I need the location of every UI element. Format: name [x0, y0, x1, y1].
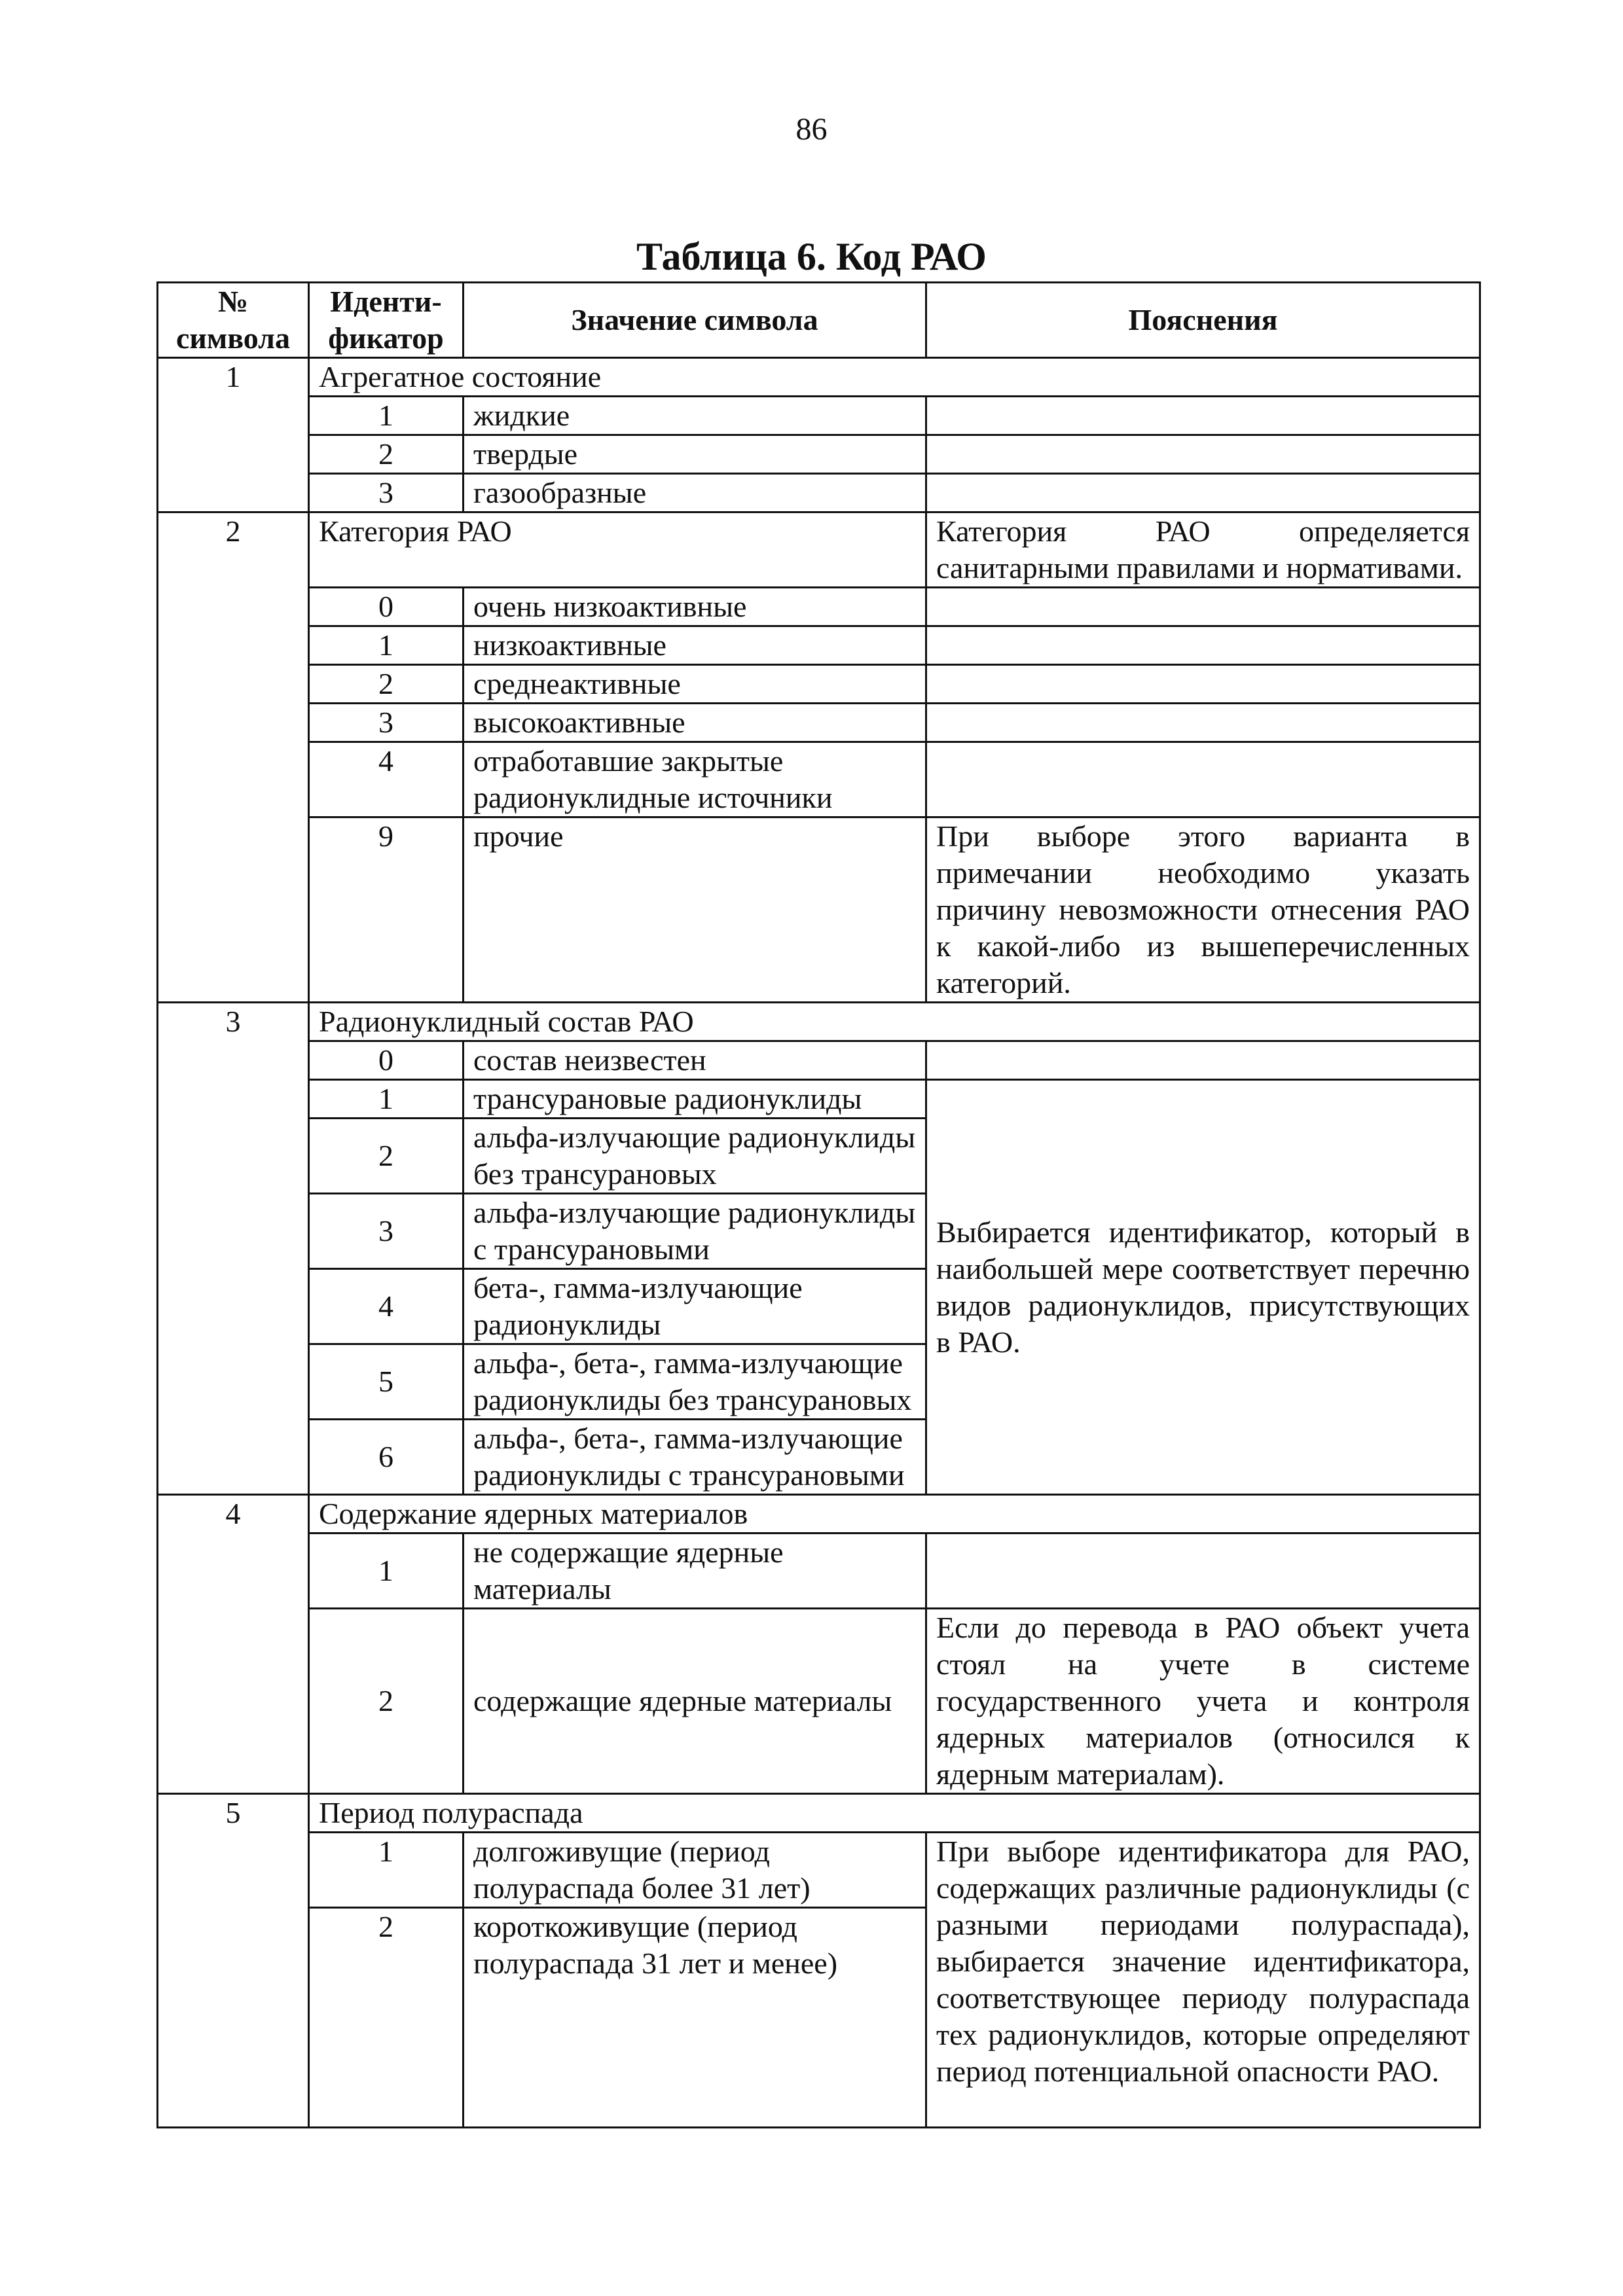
meaning-cell: отработавшие закрытые радионуклидные источники	[464, 742, 926, 817]
table-row	[158, 1534, 1480, 1609]
identifier-cell: 4	[309, 742, 464, 817]
symbol-number: 1	[158, 358, 309, 512]
header-identifier: Иденти-фикатор	[309, 283, 464, 358]
table-row	[158, 817, 1480, 1003]
page-number: 86	[795, 112, 828, 147]
note-cell	[926, 1041, 1480, 1080]
table-row	[158, 1080, 1480, 1119]
note-cell: Если до перевода в РАО объект учета стоял на учете в системе государственного учета и контроля ядерных материалов (относился к ядерным материалам).	[926, 1609, 1480, 1794]
header-notes: Пояснения	[926, 283, 1480, 358]
section-title: Категория РАО	[309, 512, 926, 588]
note-cell: Категория РАО определяется санитарными правилами и нормативами.	[926, 512, 1480, 588]
section-title: Содержание ядерных материалов	[309, 1495, 1480, 1534]
meaning-cell: низкоактивные	[464, 626, 926, 665]
identifier-cell: 3	[309, 1194, 464, 1269]
meaning-cell: трансурановые радионуклиды	[464, 1080, 926, 1119]
note-cell: При выборе этого варианта в примечании необходимо указать причину невозможности отнесения РАО к какой-либо из вышеперечисленных категорий.	[926, 817, 1480, 1003]
table-header-row	[158, 283, 1480, 358]
group-note-cell: Выбирается идентификатор, который в наибольшей мере соответствует перечню видов радионуклидов, присутствующих в РАО.	[926, 1080, 1480, 1495]
table-row	[158, 742, 1480, 817]
identifier-cell: 1	[309, 1534, 464, 1609]
identifier-cell: 5	[309, 1344, 464, 1420]
table-row	[158, 474, 1480, 512]
meaning-cell: жидкие	[464, 397, 926, 435]
identifier-cell: 2	[309, 1908, 464, 2128]
symbol-number: 3	[158, 1003, 309, 1495]
table-row	[158, 1003, 1480, 1041]
meaning-cell: не содержащие ядерные материалы	[464, 1534, 926, 1609]
table-row	[158, 704, 1480, 742]
note-cell	[926, 397, 1480, 435]
identifier-cell: 3	[309, 474, 464, 512]
table-row	[158, 1794, 1480, 1833]
note-cell	[926, 435, 1480, 474]
meaning-cell: твердые	[464, 435, 926, 474]
note-cell	[926, 665, 1480, 704]
identifier-cell: 2	[309, 435, 464, 474]
note-cell	[926, 626, 1480, 665]
table-row	[158, 1495, 1480, 1534]
table-row	[158, 626, 1480, 665]
identifier-cell: 1	[309, 1080, 464, 1119]
meaning-cell: прочие	[464, 817, 926, 1003]
identifier-cell: 0	[309, 1041, 464, 1080]
identifier-cell: 3	[309, 704, 464, 742]
header-symbol-meaning: Значение символа	[464, 283, 926, 358]
meaning-cell: состав неизвестен	[464, 1041, 926, 1080]
identifier-cell: 0	[309, 588, 464, 626]
meaning-cell: альфа-, бета-, гамма-излучающие радионуклиды без трансурановых	[464, 1344, 926, 1420]
symbol-number: 5	[158, 1794, 309, 2128]
table-row	[158, 588, 1480, 626]
meaning-cell: бета-, гамма-излучающие радионуклиды	[464, 1269, 926, 1344]
table-row	[158, 1609, 1480, 1794]
rao-code-table	[156, 281, 1481, 2128]
note-cell	[926, 474, 1480, 512]
section-title: Период полураспада	[309, 1794, 1480, 1833]
section-title: Радионуклидный состав РАО	[309, 1003, 1480, 1041]
identifier-cell: 2	[309, 665, 464, 704]
table-row	[158, 435, 1480, 474]
meaning-cell: газообразные	[464, 474, 926, 512]
table-row	[158, 665, 1480, 704]
meaning-cell: высокоактивные	[464, 704, 926, 742]
identifier-cell: 6	[309, 1420, 464, 1495]
symbol-number: 4	[158, 1495, 309, 1794]
identifier-cell: 1	[309, 1833, 464, 1908]
note-cell	[926, 742, 1480, 817]
identifier-cell: 9	[309, 817, 464, 1003]
header-symbol-number: № символа	[158, 283, 309, 358]
identifier-cell: 4	[309, 1269, 464, 1344]
meaning-cell: альфа-излучающие радионуклиды с трансурановыми	[464, 1194, 926, 1269]
table-row	[158, 358, 1480, 397]
meaning-cell: короткоживущие (период полураспада 31 лет и менее)	[464, 1908, 926, 2128]
section-title: Агрегатное состояние	[309, 358, 1480, 397]
table-row	[158, 1041, 1480, 1080]
table-title: Таблица 6. Код РАО	[636, 235, 987, 278]
meaning-cell: альфа-, бета-, гамма-излучающие радионуклиды с трансурановыми	[464, 1420, 926, 1495]
group-note-cell: При выборе идентификатора для РАО, содержащих различные радионуклиды (с разными периодами полураспада), выбирается значение идентификатора, соответствующее периоду полураспада тех радионуклидов, которые определяют период потенциальной опасности РАО.	[926, 1833, 1480, 2128]
meaning-cell: очень низкоактивные	[464, 588, 926, 626]
symbol-number: 2	[158, 512, 309, 1003]
identifier-cell: 1	[309, 626, 464, 665]
note-cell	[926, 588, 1480, 626]
identifier-cell: 2	[309, 1119, 464, 1194]
table-row	[158, 512, 1480, 588]
meaning-cell: среднеактивные	[464, 665, 926, 704]
table-row	[158, 1833, 1480, 1908]
note-cell	[926, 1534, 1480, 1609]
table-row	[158, 397, 1480, 435]
identifier-cell: 2	[309, 1609, 464, 1794]
meaning-cell: содержащие ядерные материалы	[464, 1609, 926, 1794]
meaning-cell: альфа-излучающие радионуклиды без трансурановых	[464, 1119, 926, 1194]
meaning-cell: долгоживущие (период полураспада более 31 лет)	[464, 1833, 926, 1908]
note-cell	[926, 704, 1480, 742]
identifier-cell: 1	[309, 397, 464, 435]
